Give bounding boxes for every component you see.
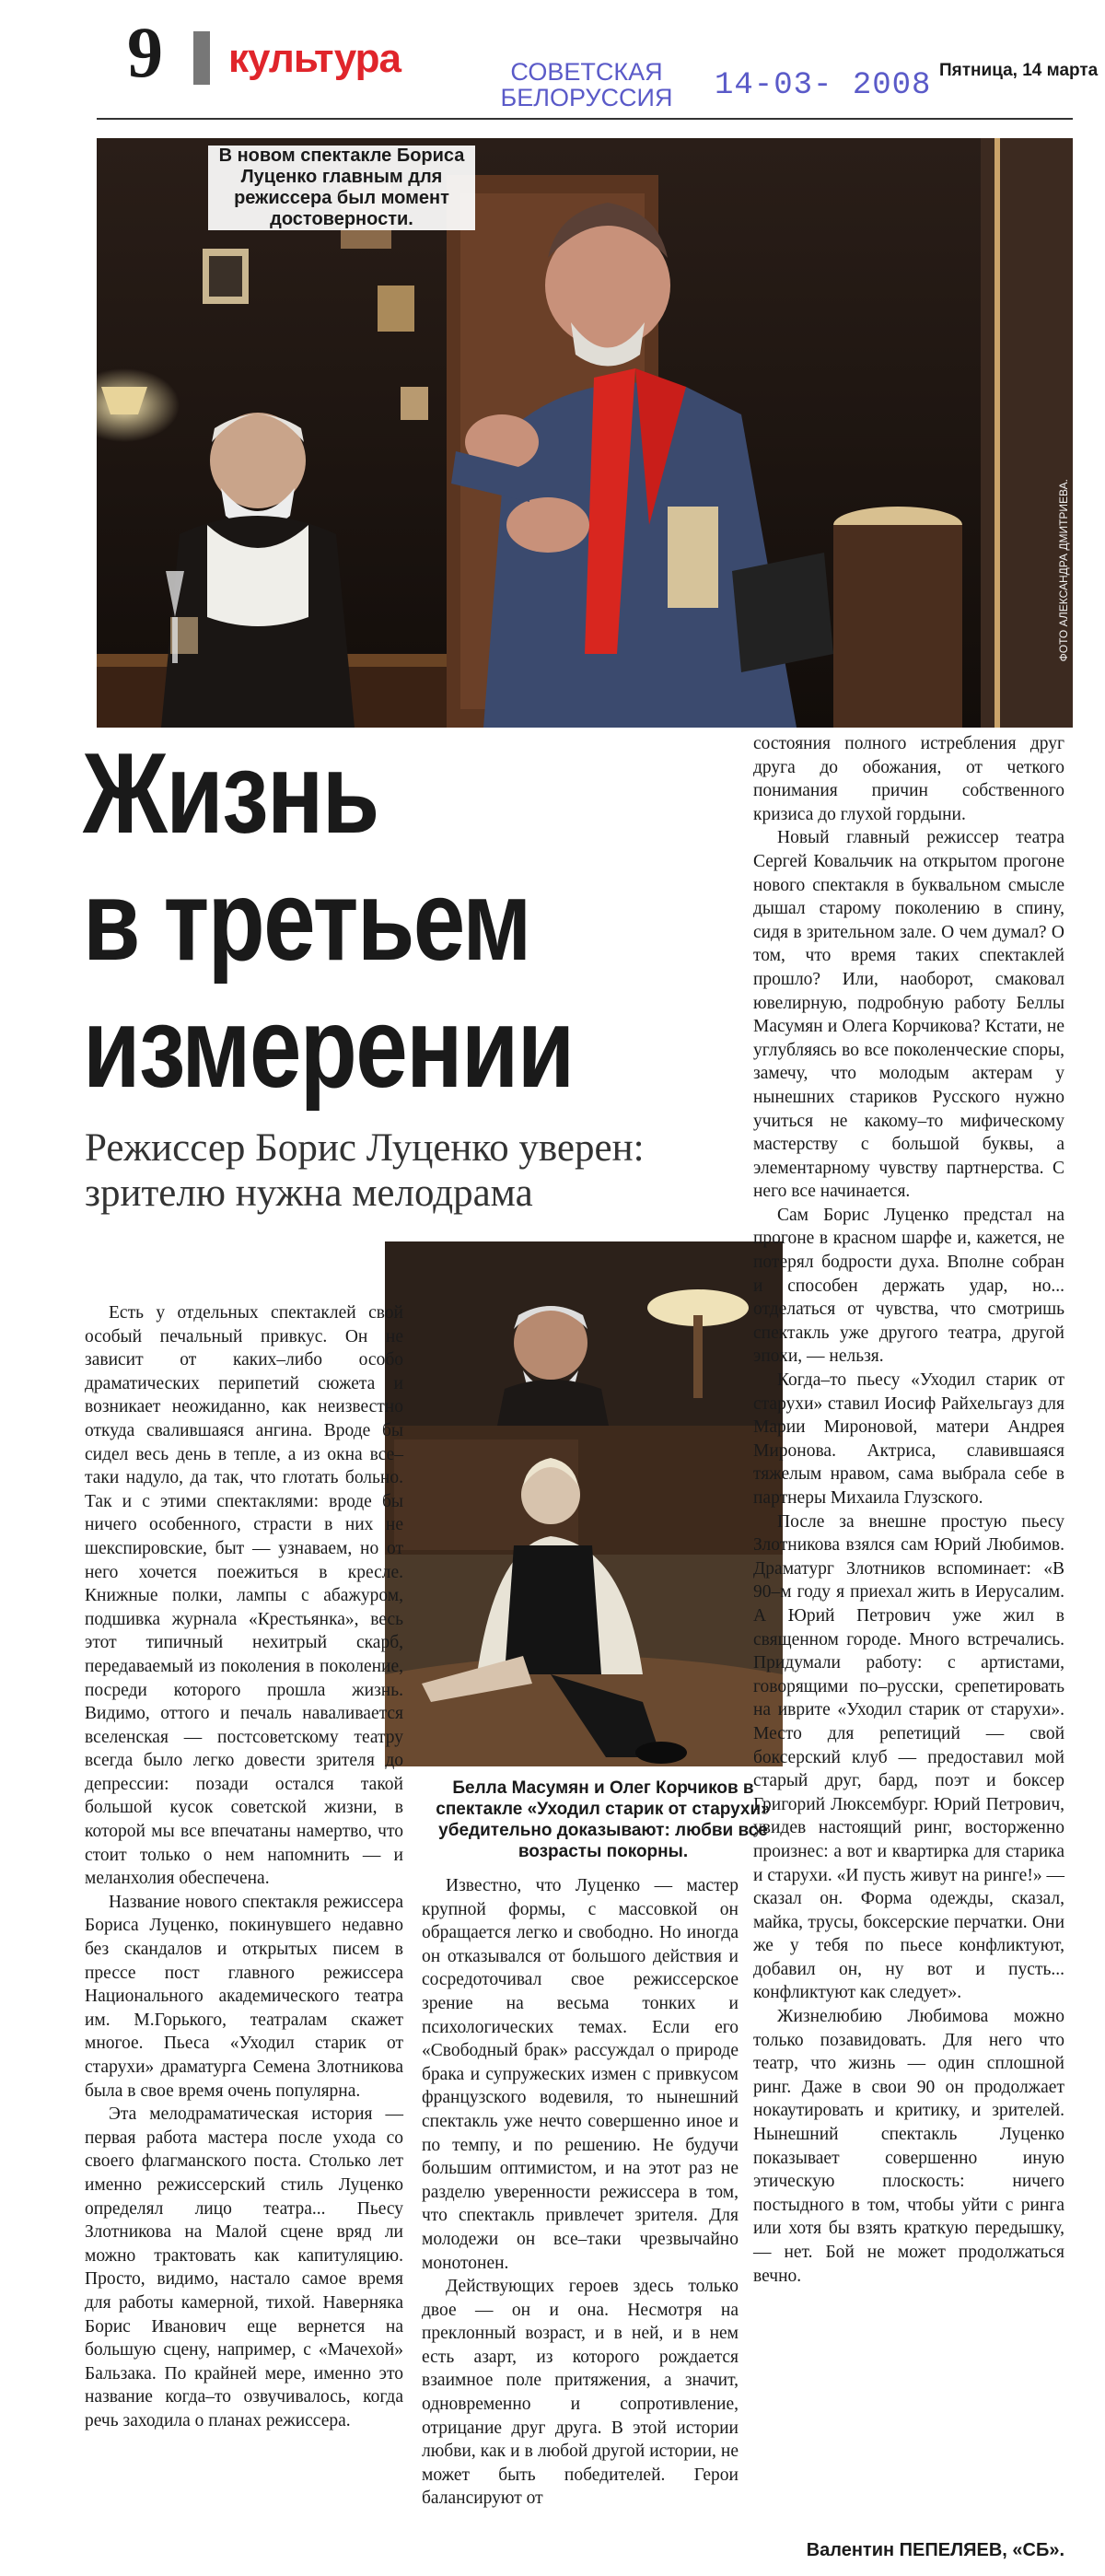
paragraph: Есть у отдельных спектаклей свой особый печальный привкус. Он не зависит от каких–либо особо драматических перипетий сюжета и возникает неожиданно, как неизвестно откуда свалившаяся ангина. Вроде бы сидел весь день в тепле, а из окна все–таки надуло, да так, что глотать больно. Так и с этими спектаклями: вроде бы ничего особенного, страсти в них не шекспировские, быт — узнаваем, но от него хочется поежиться в кресле. Книжные полки, лампы с абажуром, подшивка журнала «Крестьянка», весь этот типичный нехитрый скарб, передаваемый из поколения в поколение, посреди которого прошла жизнь. Видимо, оттого и печаль наваливается вселенская — постсоветскому театру всегда было легко довести зрителя до депрессии: позади остался такой большой кусок советской жизни, в которой мы все впечатаны намертво, что стоит только о нем напомнить — и меланхолия обеспечена. [85, 1303, 403, 1889]
date-stamp: 14-03- 2008 [715, 68, 932, 103]
header-rule [97, 118, 1073, 120]
paragraph: Название нового спектакля режиссера Бориса Луценко, покинувшего недавно без скандалов и открытых писем в прессе пост главного режиссера Национального академического театра им. М.Горького, театралам скажет многое. Пьеса «Уходил старик от старухи» драматурга Семена Злотникова была в свое время очень популярна. [85, 1892, 403, 2101]
paragraph: Эта мелодраматическая история — первая работа мастера после ухода со своего флагманского поста. Столько лет именно режиссерский стиль Луценко определял лицо театра... Пьесу Злотникова на Малой сцене вряд ли можно трактовать как капитуляцию. Просто, видимо, настало самое время для работы камерной, тихой. Наверняка Борис Иванович еще вернется на большую сцену, например, с «Мачехой» Бальзака. По крайней мере, именно это название когда–то озвучивалось, когда речь заходила о планах режиссера. [85, 2104, 403, 2430]
page-number-bar [193, 31, 210, 85]
article-column-1 [85, 1301, 403, 2433]
paragraph: После за внешне простую пьесу Злотникова взялся сам Юрий Любимов. Драматург Злотников вспоминает: «В 90–м году я приехал жить в Иерусалим. А Юрий Петрович уже жил в священном городе. Много встречались. Придумали работу: с артистами, говорящими по–русски, срепетировать на иврите «Уходил старик от старухи». Место для репетиций — свой боксерский клуб — предоставил мой старый друг, бард, поэт и боксер Григорий Люксембург. Юрий Петрович, увидев настоящий ринг, восторженно произнес: а вот и квартирка для старика и старухи. «И пусть живут на ринге!» — сказал он. Форма одежды, сказал, майка, трусы, боксерские перчатки. Они же у тебя по пьесе конфликтуют, добавил он, ну вот и пусть... конфликтуют как следует». [753, 1511, 1064, 2003]
photo-credit: ФОТО АЛЕКСАНДРА ДМИТРИЕВА. [1057, 479, 1070, 662]
article-subtitle: Режиссер Борис Луценко уверен: зрителю нужна мелодрама [85, 1126, 645, 1215]
article-column-3 [753, 732, 1064, 2288]
headline-line-1: Жизнь [83, 730, 378, 857]
publication-stamp [499, 59, 674, 111]
section-title: культура [228, 36, 401, 81]
article-column-2 [422, 1874, 739, 2511]
headline-line-2: в третьем [83, 857, 530, 985]
page-number: 9 [127, 12, 163, 92]
main-photo-caption: В новом спектакле Бориса Луценко главным для режиссера был момент достоверности. [208, 146, 475, 230]
paragraph: состояния полного истребления друг друга до обожания, от четкого понимания причин собственного кризиса до глухой гордыни. [753, 734, 1064, 824]
paragraph: Жизнелюбию Любимова можно только позавидовать. Для него что театр, что жизнь — один сплошной ринг. Даже в свои 90 он продолжает нокаутировать и критику, и зрителей. Нынешний спектакль Луценко показывает совершенно иную этическую плоскость: ничего постыдного в том, чтобы уйти с ринга или хотя бы взять краткую передышку, — нет. Бой не может продолжаться вечно. [753, 2007, 1064, 2286]
headline-line-3: измерении [83, 985, 574, 1112]
paragraph: Сам Борис Луценко предстал на прогоне в красном шарфе и, кажется, не потерял бодрости духа. Вполне собран и способен держать удар, но... отделаться от чувства, что смотришь спектакль уже другого театра, другой эпохи, — нельзя. [753, 1205, 1064, 1367]
issue-date: Пятница, 14 марта [939, 61, 1099, 80]
paragraph: Когда–то пьесу «Уходил старик от старухи» ставил Иосиф Райхельгауз для Марии Мироновой, матери Андрея Миронова. Актриса, славившаяся тяжелым нравом, сама выбрала себе в партнеры Михаила Глузского. [753, 1370, 1064, 1508]
publication-stamp-line1: СОВЕТСКАЯ [510, 58, 663, 86]
paragraph: Новый главный режиссер театра Сергей Ковальчик на открытом прогоне нового спектакля в буквальном смысле дышал старому поколению в спину, сидя в зрительном зале. О чем думал? О том, что время таких спектаклей прошло? Или, наоборот, смаковал ювелирную, подробную работу Беллы Масумян и Олега Корчикова? Кстати, не углубляясь во все поколенческие споры, замечу, что молодым актерам у нынешних стариков Русского нужно учиться не какому–то мифическому мастерству с большой буквы, а элементарному чувству партнерства. С него все начинается. [753, 828, 1064, 1202]
second-photo-image [385, 1241, 783, 1766]
second-photo-caption: Белла Масумян и Олег Корчиков в спектакле «Уходил старик от старухи» убедительно доказывают: любви все возрасты покорны. [436, 1778, 771, 1861]
paragraph: Действующих героев здесь только двое — он и она. Несмотря на преклонный возраст, и в ней, и в нем есть азарт, из которого рождается взаимное поле притяжения, а значит, одновременно и сопротивление, отрицание друг друга. В этой истории любви, как и в любой другой истории, не может быть победителей. Герои балансируют от [422, 2277, 739, 2509]
author-signature: Валентин ПЕПЕЛЯЕВ, «СБ». [806, 2540, 1064, 2560]
second-photo [385, 1241, 783, 1766]
paragraph: Известно, что Луценко — мастер крупной формы, с массовкой он обращается легко и свободно. Но иногда он отказывался от большого действия и сосредоточивал свое режиссерское зрение на весьма тонких и психологических темах. Если его «Свободный брак» рассуждал о природе брака и супружеских измен с привкусом французского водевиля, то нынешний спектакль уже нечто совершенно иное и по темпу, и по решению. Не будучи большим оптимистом, и на этот раз не разделю уверенности режиссера в том, что спектакль привлечет зрителя. Для молодежи он все–таки чрезвычайно монотонен. [422, 1876, 739, 2273]
publication-stamp-line2: БЕЛОРУССИЯ [500, 84, 673, 111]
